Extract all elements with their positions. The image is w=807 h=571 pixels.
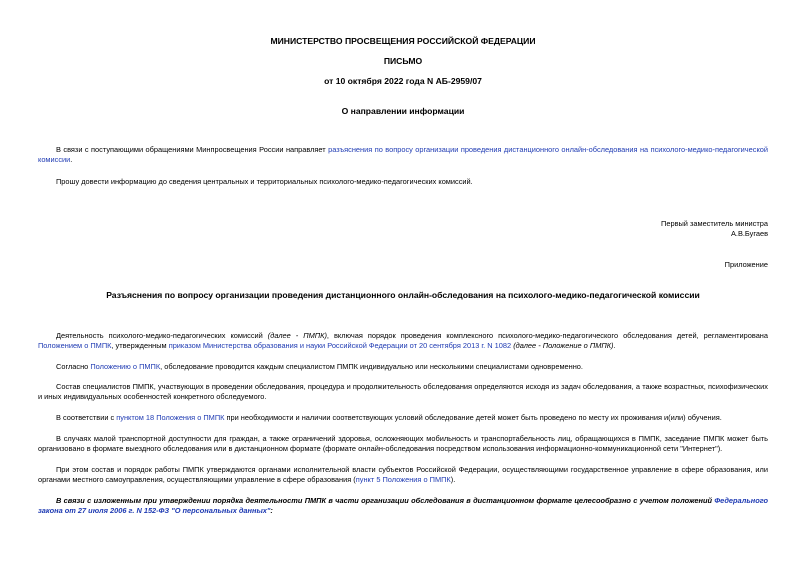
ap1-c: , включая порядок проведения комплексного психолого-медико-педагогического обследования детей, регламентирована <box>326 331 768 340</box>
appendix-paragraph-2 <box>38 362 768 372</box>
signer-title: Первый заместитель министра <box>661 219 768 228</box>
appendix-paragraph-7 <box>38 496 768 517</box>
document-date: от 10 октября 2022 года N АБ-2959/07 <box>324 76 482 86</box>
ap6-a: При этом состав и порядок работы ПМПК утверждаются органами исполнительной власти субъектов Российской Федерации, осуществляющими государственное управление в сфере образования, или органами местного самоуправления, осуществляющими управление в сфере образования ( <box>38 465 768 485</box>
ap1-f: (далее - Положение о ПМПК) <box>513 341 614 351</box>
ap1-d: , утвержденным <box>111 341 169 351</box>
letter-paragraph-1 <box>38 145 768 166</box>
ap4-b: при необходимости и наличии соответствующих условий обследование детей может быть проведено по месту их проживания и(или) обучения. <box>224 413 722 422</box>
ap1-a: Деятельность психолого-медико-педагогических комиссий <box>56 331 268 340</box>
federal-law-152-link[interactable]: Федерального закона от 27 июля 2006 г. N 152-ФЗ "О персональных данных" <box>38 496 768 516</box>
appendix-label: Приложение <box>724 260 768 269</box>
appendix-paragraph-4 <box>38 413 768 423</box>
appendix-paragraph-1 <box>38 331 768 352</box>
signer-name: А.В.Бугаев <box>730 229 768 238</box>
appendix-title: Разъяснения по вопросу организации проведения дистанционного онлайн-обследования на психолого-медико-педагогической комиссии <box>106 290 700 300</box>
letter-paragraph-2: Прошу довести информацию до сведения центральных и территориальных психолого-медико-педагогических комиссий. <box>56 177 473 186</box>
appendix-paragraph-5: В случаях малой транспортной доступности для граждан, а также ограничений здоровья, осложняющих мобильность и транспортабельность лиц, обращающихся в ПМПК, заседание ПМПК может быть организовано в формате выездного обследования или в дистанционном формате (формате онлайн-обследования посредством использования информационно-коммуникационной сети "Интернет"). <box>38 434 768 454</box>
ap7-b: : <box>270 506 273 516</box>
clause-18-link[interactable]: пунктом 18 Положения о ПМПК <box>116 413 225 422</box>
appendix-paragraph-6 <box>38 465 768 486</box>
ap6-b: ). <box>450 475 456 485</box>
clause-5-link[interactable]: пункт 5 Положения о ПМПК <box>355 475 451 485</box>
appendix-paragraph-3: Состав специалистов ПМПК, участвующих в проведении обследования, процедура и продолжительность обследования определяются исходя из задач обследования, а также возрастных, психофизических и иных индивидуальных особенностей конкретного обследуемого. <box>38 382 768 402</box>
ap1-g: . <box>613 341 616 351</box>
letter-paragraph-1-text: В связи с поступающими обращениями Минпросвещения России направляет <box>56 145 329 154</box>
ministry-heading: МИНИСТЕРСТВО ПРОСВЕЩЕНИЯ РОССИЙСКОЙ ФЕДЕРАЦИИ <box>270 36 536 46</box>
pmpk-regulation-link[interactable]: Положением о ПМПК <box>38 341 112 351</box>
ministry-order-link[interactable]: приказом Министерства образования и науки Российской Федерации от 20 сентября 2013 г. N 1082 <box>168 341 512 351</box>
ap4-a: В соответствии с <box>56 413 117 422</box>
ap1-b: (далее - ПМПК) <box>267 331 327 340</box>
ap2-b: , обследование проводится каждым специалистом ПМПК индивидуально или несколькими специалистами одновременно. <box>160 362 583 371</box>
letter-paragraph-1-end: . <box>70 155 73 165</box>
pmpk-regulation-link-2[interactable]: Положению о ПМПК <box>90 362 161 371</box>
ap7-a: В связи с изложенным при утверждении порядка деятельности ПМПК в части организации обследования в дистанционном формате целесообразно с учетом положений <box>56 496 715 505</box>
document-type: ПИСЬМО <box>383 56 423 66</box>
clarifications-link[interactable]: разъяснения по вопросу организации проведения дистанционного онлайн-обследования на психолого-медико-педагогической комиссии <box>38 145 769 165</box>
document-subject: О направлении информации <box>341 106 465 116</box>
ap2-a: Согласно <box>56 362 91 371</box>
